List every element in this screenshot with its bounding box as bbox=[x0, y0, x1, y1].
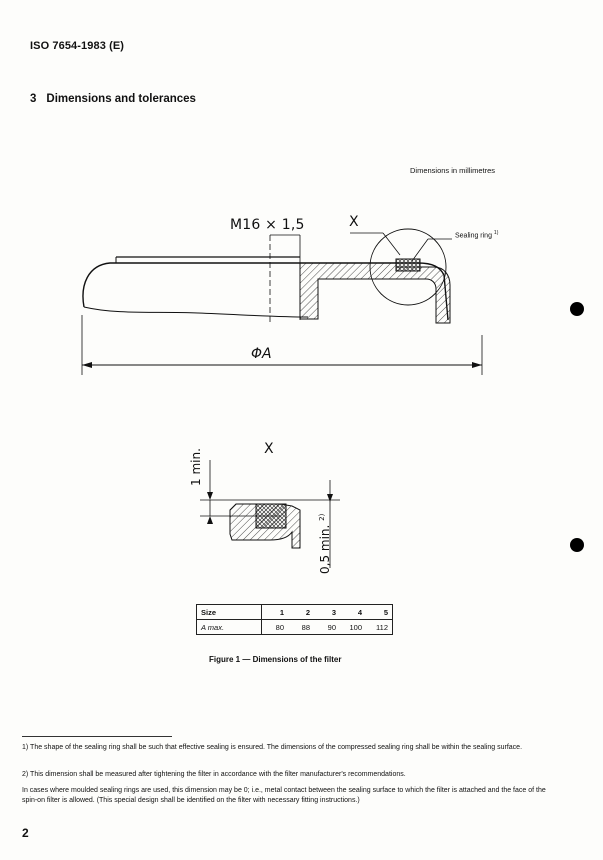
footnote-ref-1: 1) bbox=[493, 230, 499, 236]
footnote-ref-2: 2) bbox=[318, 513, 326, 521]
table-cell: 80 bbox=[262, 620, 289, 635]
min-05-text: 0,5 min. bbox=[318, 524, 332, 574]
footnote-2-continued: In cases where moulded sealing rings are used, this dimension may be 0; i.e., metal contact between the sealing surface to which the filter is attached and the face of the spin-on filter is allowed. (This special design shall be identified on the filter with necessary fitting instructions.) bbox=[22, 787, 546, 804]
thread-label: M16 × 1,5 bbox=[230, 217, 305, 233]
footnote-2: 2) This dimension shall be measured after tightening the filter in accordance with the filter manufacturer's recommendations. bbox=[22, 771, 406, 778]
dimensions-note: Dimensions in millimetres bbox=[410, 166, 496, 175]
sealing-ring-label bbox=[455, 230, 498, 239]
min-05-label bbox=[318, 514, 332, 574]
section-heading bbox=[30, 93, 196, 105]
page-number: 2 bbox=[22, 826, 29, 840]
section-number: 3 bbox=[30, 93, 37, 105]
table-cell: 90 bbox=[314, 620, 340, 635]
figure-caption: Figure 1 — Dimensions of the filter bbox=[209, 655, 342, 664]
punch-hole-mark bbox=[570, 302, 584, 316]
punch-hole-mark bbox=[570, 538, 584, 552]
detail-title: X bbox=[264, 441, 274, 457]
table-cell: 100 bbox=[340, 620, 366, 635]
table-header-amax bbox=[197, 620, 262, 635]
sealing-ring-text: Sealing ring bbox=[455, 232, 492, 240]
table-header-size: Size bbox=[197, 605, 262, 620]
table-row bbox=[197, 605, 393, 620]
filter-section-drawing bbox=[78, 215, 558, 380]
diameter-label: ΦA bbox=[251, 346, 272, 362]
amax-label: A max. bbox=[201, 622, 225, 632]
table-cell: 2 bbox=[288, 605, 314, 620]
detail-sealing-ring bbox=[256, 504, 286, 528]
section-title: Dimensions and tolerances bbox=[46, 93, 196, 105]
table-cell: 5 bbox=[366, 605, 393, 620]
size-table bbox=[196, 604, 393, 635]
footnote-divider bbox=[22, 736, 172, 737]
document-header: ISO 7654-1983 (E) bbox=[30, 40, 125, 52]
table-cell: 4 bbox=[340, 605, 366, 620]
sealing-ring-shape bbox=[396, 259, 420, 271]
footnote-1: 1) The shape of the sealing ring shall be such that effective sealing is ensured. The dimensions of the compressed sealing ring shall be within the sealing surface. bbox=[22, 744, 523, 751]
table-cell: 1 bbox=[262, 605, 289, 620]
detail-reference-label: X bbox=[349, 214, 359, 230]
table-cell: 112 bbox=[366, 620, 393, 635]
seat-plate-hatched bbox=[300, 263, 450, 323]
table-cell: 88 bbox=[288, 620, 314, 635]
min-1-label: 1 min. bbox=[189, 448, 203, 486]
filter-bottom-wave bbox=[84, 307, 308, 317]
table-cell: 3 bbox=[314, 605, 340, 620]
table-row bbox=[197, 620, 393, 635]
